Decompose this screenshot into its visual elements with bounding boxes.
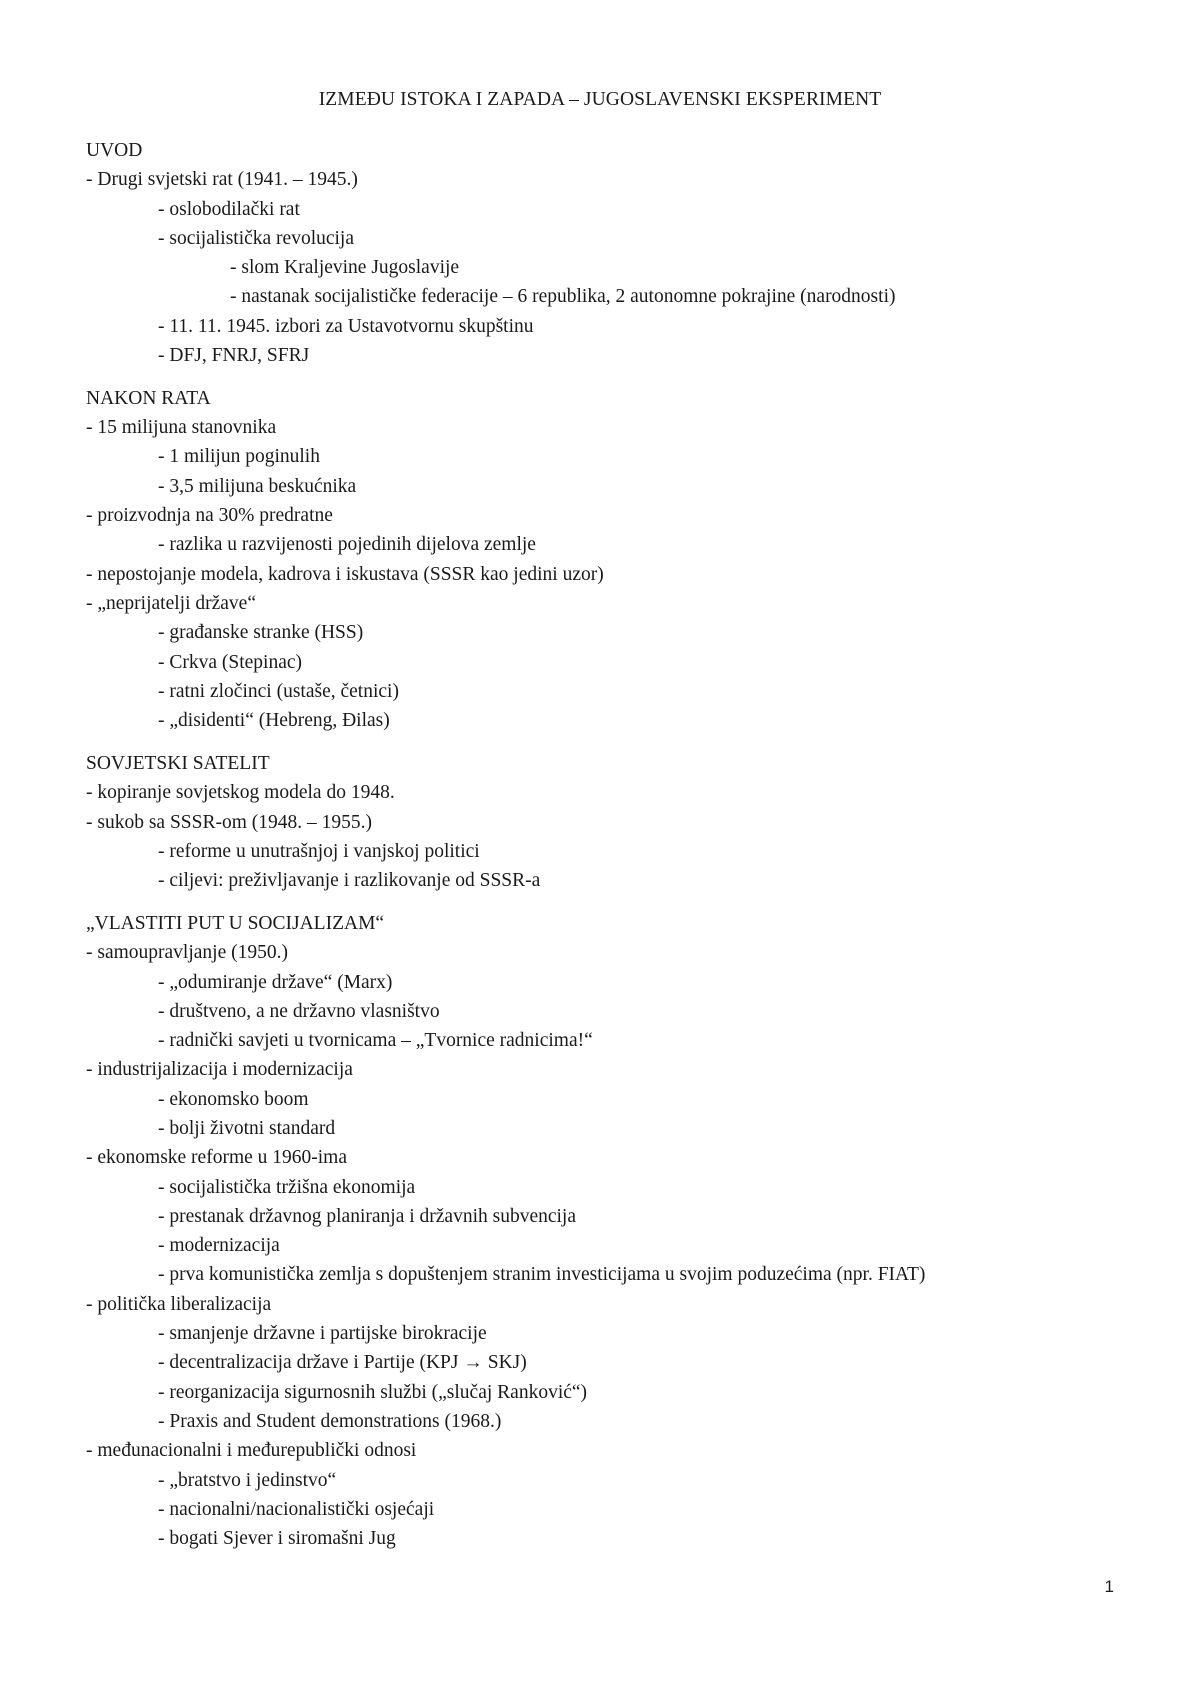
section bbox=[86, 136, 1126, 370]
section-heading: UVOD bbox=[86, 140, 143, 161]
list-item: - nastanak socijalističke federacije – 6 republika, 2 autonomne pokrajine (narodnosti) bbox=[230, 286, 896, 308]
list-item: - samoupravljanje (1950.) bbox=[86, 942, 288, 964]
list-item: - radnički savjeti u tvornicama – „Tvornice radnicima!“ bbox=[158, 1030, 593, 1052]
list-item: - prestanak državnog planiranja i državnih subvencija bbox=[158, 1205, 577, 1227]
list-item: - građanske stranke (HSS) bbox=[158, 622, 364, 644]
list-item: - Praxis and Student demonstrations (1968.) bbox=[158, 1410, 502, 1432]
section-heading: „VLASTITI PUT U SOCIJALIZAM“ bbox=[86, 912, 385, 934]
list-item: - nacionalni/nacionalistički osjećaji bbox=[158, 1498, 435, 1520]
page-number: 1 bbox=[1104, 1577, 1114, 1596]
section bbox=[86, 909, 1126, 1554]
list-item: - ciljevi: preživljavanje i razlikovanje od SSSR-a bbox=[158, 870, 541, 892]
list-item: - oslobodilački rat bbox=[158, 198, 300, 220]
list-item: - društveno, a ne državno vlasništvo bbox=[158, 1000, 440, 1022]
list-item: - međunacionalni i međurepublički odnosi bbox=[86, 1440, 417, 1462]
list-item: - decentralizacija države i Partije (KPJ → SKJ) bbox=[158, 1352, 527, 1374]
list-item: - „disidenti“ (Hebreng, Đilas) bbox=[158, 710, 390, 732]
list-item: - Crkva (Stepinac) bbox=[158, 651, 303, 673]
list-item: - reforme u unutrašnjoj i vanjskoj politici bbox=[158, 840, 480, 862]
list-item: - sukob sa SSSR-om (1948. – 1955.) bbox=[86, 811, 373, 833]
list-item: - slom Kraljevine Jugoslavije bbox=[230, 257, 460, 279]
list-item: - politička liberalizacija bbox=[86, 1293, 272, 1315]
list-item: - proizvodnja na 30% predratne bbox=[86, 505, 333, 527]
list-item: - 3,5 milijuna beskućnika bbox=[158, 475, 357, 497]
list-item: - modernizacija bbox=[158, 1235, 280, 1257]
document-title: IZMEĐU ISTOKA I ZAPADA – JUGOSLAVENSKI EKSPERIMENT bbox=[318, 89, 882, 110]
list-item: - ekonomsko boom bbox=[158, 1088, 309, 1110]
list-item: - reorganizacija sigurnosnih službi („slučaj Ranković“) bbox=[158, 1381, 588, 1403]
list-item: - kopiranje sovjetskog modela do 1948. bbox=[86, 782, 395, 804]
list-item: - socijalistička tržišna ekonomija bbox=[158, 1176, 416, 1198]
list-item: - 15 milijuna stanovnika bbox=[86, 417, 277, 439]
list-item: - bolji životni standard bbox=[158, 1118, 336, 1139]
list-item: - „odumiranje države“ (Marx) bbox=[158, 971, 393, 993]
list-item: - industrijalizacija i modernizacija bbox=[86, 1059, 353, 1081]
list-item: - Drugi svjetski rat (1941. – 1945.) bbox=[86, 169, 358, 191]
list-item: - 1 milijun poginulih bbox=[158, 446, 320, 468]
list-item: - bogati Sjever i siromašni Jug bbox=[158, 1528, 396, 1550]
section bbox=[86, 749, 1126, 895]
list-item: - „bratstvo i jedinstvo“ bbox=[158, 1469, 337, 1491]
section-heading: SOVJETSKI SATELIT bbox=[86, 752, 270, 774]
list-item: - nepostojanje modela, kadrova i iskustava (SSSR kao jedini uzor) bbox=[86, 563, 604, 585]
list-item: - razlika u razvijenosti pojedinih dijelova zemlje bbox=[158, 534, 536, 556]
list-item: - socijalistička revolucija bbox=[158, 227, 355, 249]
section bbox=[86, 384, 1126, 736]
section-heading: NAKON RATA bbox=[86, 387, 211, 409]
list-item: - ekonomske reforme u 1960-ima bbox=[86, 1147, 348, 1169]
list-item: - 11. 11. 1945. izbori za Ustavotvornu skupštinu bbox=[158, 315, 534, 337]
list-item: - ratni zločinci (ustaše, četnici) bbox=[158, 680, 399, 702]
list-item: - prva komunistička zemlja s dopuštenjem stranim investicijama u svojim poduzećima (npr. FIAT) bbox=[158, 1264, 926, 1286]
list-item: - DFJ, FNRJ, SFRJ bbox=[158, 345, 310, 367]
list-item: - smanjenje državne i partijske birokracije bbox=[158, 1323, 487, 1345]
document-body bbox=[86, 136, 1126, 1553]
list-item: - „neprijatelji države“ bbox=[86, 592, 256, 614]
